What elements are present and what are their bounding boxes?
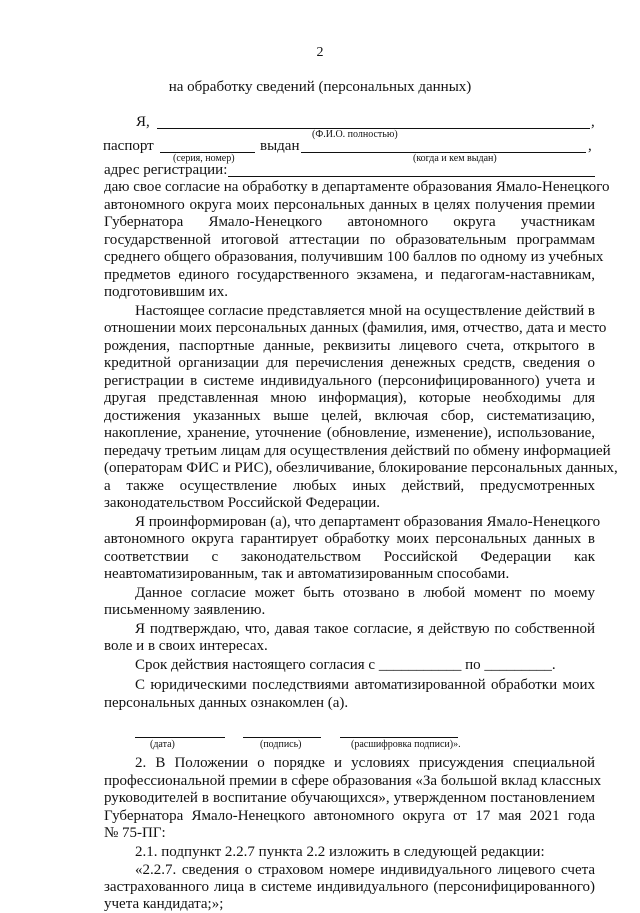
text-line: автономного округа моих персональных данных в целях получения премии bbox=[104, 197, 595, 213]
address-blank[interactable] bbox=[228, 176, 595, 177]
text-line: предметов единого государственного экзамена, и педагогам-наставникам, bbox=[104, 267, 595, 283]
text-line: накопление, хранение, уточнение (обновление, изменение), использование, bbox=[104, 425, 595, 441]
text-line: достижения указанных выше целей, включая сбор, систематизацию, bbox=[104, 408, 595, 424]
text-line: передачу третьим лицам для осуществления действий по обмену информацией bbox=[104, 443, 611, 459]
text-line: Данное согласие может быть отозвано в любой момент по моему bbox=[135, 585, 595, 601]
text-line: неавтоматизированным, так и автоматизированным способами. bbox=[104, 566, 510, 582]
text-line: даю свое согласие на обработку в департаменте образования Ямало-Ненецкого bbox=[104, 179, 610, 195]
issued-label: выдан bbox=[260, 138, 300, 154]
term-to-label: по bbox=[465, 657, 481, 673]
text-line: подготовившим их. bbox=[104, 284, 228, 300]
page-number: 2 bbox=[316, 45, 324, 60]
text-line: учета кандидата;»; bbox=[104, 896, 224, 912]
document-title: на обработку сведений (персональных данных) bbox=[168, 79, 472, 95]
signature-hint: (подпись) bbox=[260, 739, 302, 750]
i-label: Я, bbox=[136, 114, 150, 130]
text-line: № 75-ПГ: bbox=[104, 825, 166, 841]
text-line: Я проинформирован (а), что департамент образования Ямало-Ненецкого bbox=[135, 514, 601, 530]
text-line: письменному заявлению. bbox=[104, 602, 266, 618]
text-line: руководителей в воспитание обучающихся», утвержденном постановлением bbox=[104, 790, 595, 806]
comma: , bbox=[588, 138, 592, 154]
text-line: Настоящее согласие представляется мной на осуществление действий в bbox=[135, 303, 595, 319]
term-to-blank[interactable]: _________ bbox=[484, 657, 552, 673]
address-label: адрес регистрации: bbox=[104, 162, 228, 178]
text-line: соответствии с законодательством Российской Федерации как bbox=[104, 549, 595, 565]
text-line: кредитной организации для перечисления денежных средств, сведения о bbox=[104, 355, 595, 371]
text-line: среднего общего образования, получившим 100 баллов по одному из учебных bbox=[104, 249, 604, 265]
passport-label: паспорт bbox=[103, 138, 154, 154]
text-line: рождения, паспортные данные, реквизиты лицевого счета, открытого в bbox=[104, 338, 595, 354]
text-line: 2.1. подпункт 2.2.7 пункта 2.2 изложить в следующей редакции: bbox=[135, 844, 545, 860]
text-line: другая представленная мною информация), которые необходимы для bbox=[104, 390, 595, 406]
text-line: профессиональной премии в сфере образования «За большой вклад классных bbox=[104, 773, 602, 789]
text-line: Губернатора Ямало-Ненецкого автономного округа участникам bbox=[104, 214, 595, 230]
text-line: а также осуществление любых иных действий, предусмотренных bbox=[104, 478, 595, 494]
text-line: 2. В Положении о порядке и условиях присуждения специальной bbox=[135, 755, 595, 771]
text-line: регистрации в системе индивидуального (персонифицированного) учета и bbox=[104, 373, 595, 389]
term-end: . bbox=[551, 657, 556, 673]
text-line: С юридическими последствиями автоматизированной обработки моих bbox=[135, 677, 595, 693]
date-hint: (дата) bbox=[150, 739, 175, 750]
signature-blank[interactable] bbox=[243, 737, 321, 738]
text-line: «2.2.7. сведения о страховом номере индивидуального лицевого счета bbox=[135, 862, 595, 878]
fullname-hint: (Ф.И.О. полностью) bbox=[312, 129, 398, 140]
text-line: застрахованного лица в системе индивидуального (персонифицированного) bbox=[104, 879, 595, 895]
term-from-blank[interactable]: ___________ bbox=[378, 657, 462, 673]
signature-decode-blank[interactable] bbox=[340, 737, 458, 738]
text-line: Губернатора Ямало-Ненецкого автономного округа от 17 мая 2021 года bbox=[104, 808, 595, 824]
issued-hint: (когда и кем выдан) bbox=[413, 153, 497, 164]
signature-decode-hint: (расшифровка подписи)». bbox=[351, 739, 461, 750]
text-line: персональных данных ознакомлен (а). bbox=[104, 695, 349, 711]
date-blank[interactable] bbox=[135, 737, 225, 738]
series-hint: (серия, номер) bbox=[173, 153, 235, 164]
text-line: государственной итоговой аттестации по образовательным программам bbox=[104, 232, 595, 248]
text-line: (операторам ФИС и РИС), обезличивание, блокирование персональных данных, bbox=[104, 460, 618, 476]
comma: , bbox=[591, 114, 595, 130]
text-line: отношении моих персональных данных (фамилия, имя, отчество, дата и место bbox=[104, 320, 607, 336]
text-line: воле и в своих интересах. bbox=[104, 638, 268, 654]
text-line: Я подтверждаю, что, давая такое согласие, я действую по собственной bbox=[135, 621, 595, 637]
term-label: Срок действия настоящего согласия с bbox=[135, 657, 376, 673]
text-line: автономного округа гарантирует обработку моих персональных данных в bbox=[104, 531, 595, 547]
text-line: законодательством Российской Федерации. bbox=[104, 495, 381, 511]
term-line bbox=[135, 657, 556, 674]
